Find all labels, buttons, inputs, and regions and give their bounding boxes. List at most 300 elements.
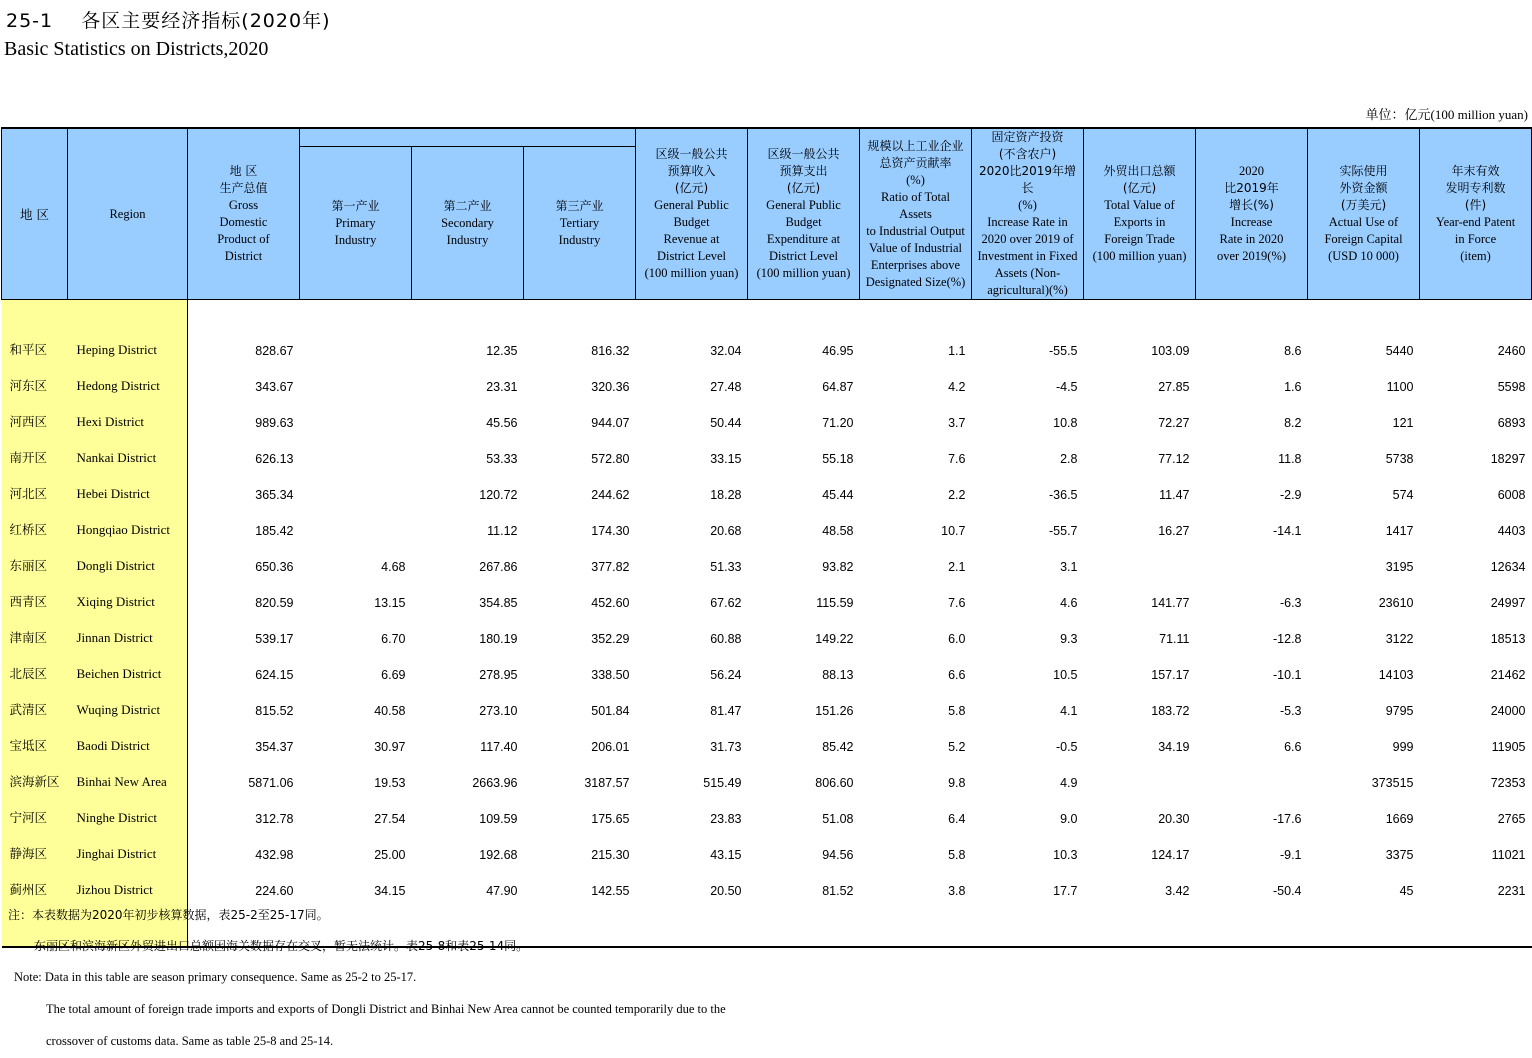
cell-fdi: 574 <box>1392 488 1414 502</box>
header-fixed-investment <box>972 128 1084 300</box>
header-line: 第三产业 <box>555 198 604 213</box>
cell-secondary: 267.86 <box>479 560 518 574</box>
cell-patent: 24000 <box>1490 704 1526 718</box>
header-line: 2020 over 2019 of <box>981 232 1074 246</box>
cell-fdi: 1669 <box>1385 812 1414 826</box>
cell-revenue: 50.44 <box>710 416 742 430</box>
cell-growth: -10.1 <box>1273 668 1302 682</box>
cell-gdp: 624.15 <box>255 668 294 682</box>
header-patents <box>1420 128 1532 300</box>
cell-expenditure: 55.18 <box>822 452 854 466</box>
cell-revenue: 20.68 <box>710 524 742 538</box>
cell-expenditure: 64.87 <box>822 380 854 394</box>
header-line: Increase <box>1230 215 1273 229</box>
cell-ratio: 1.1 <box>948 344 966 358</box>
cell-primary: 30.97 <box>374 740 406 754</box>
cell-tertiary: 174.30 <box>591 524 630 538</box>
table-row <box>2 578 1532 614</box>
header-revenue <box>636 128 748 300</box>
cell-exports: 157.17 <box>1151 668 1190 682</box>
cell-gdp: 989.63 <box>255 416 294 430</box>
cell-revenue: 515.49 <box>703 776 742 790</box>
cell-secondary: 117.40 <box>480 740 518 754</box>
cell-growth: -2.9 <box>1279 488 1302 502</box>
cell-gdp: 185.42 <box>255 524 294 538</box>
cell-secondary: 273.10 <box>479 704 518 718</box>
cell-expenditure: 51.08 <box>822 812 854 826</box>
cell-tertiary: 215.30 <box>591 848 630 862</box>
cell-primary: 34.15 <box>374 884 406 898</box>
district-name-zh: 滨海新区 <box>2 758 68 794</box>
header-line: over 2019(%) <box>1216 249 1287 263</box>
cell-patent: 11905 <box>1491 740 1526 754</box>
cell-fdi: 3195 <box>1385 560 1414 574</box>
header-tertiary <box>524 147 636 300</box>
header-line: 年末有效 <box>1451 164 1500 178</box>
cell-growth: -6.3 <box>1279 596 1302 610</box>
header-line: Industry <box>446 232 489 247</box>
cell-tertiary: 175.65 <box>591 812 630 826</box>
district-name-en: Jinnan District <box>68 614 188 650</box>
district-name-zh: 宝坻区 <box>2 722 68 758</box>
cell-exports: 3.42 <box>1165 884 1190 898</box>
cell-growth: -12.8 <box>1273 632 1302 646</box>
cell-fixed: 10.3 <box>1053 848 1078 862</box>
header-line: 比2019年 <box>1224 181 1279 195</box>
district-name-zh: 和平区 <box>2 326 68 362</box>
cell-expenditure: 806.60 <box>815 776 854 790</box>
cell-secondary: 47.90 <box>486 884 518 898</box>
district-name-en: Binhai New Area <box>68 758 188 794</box>
cell-fdi: 373515 <box>1371 776 1414 790</box>
header-line: Actual Use of <box>1328 215 1399 229</box>
header-fdi <box>1308 128 1420 300</box>
cell-fdi: 3122 <box>1385 632 1414 646</box>
header-primary <box>300 147 412 300</box>
cell-patent: 4403 <box>1497 524 1526 538</box>
header-line: (USD 10 000) <box>1328 249 1399 263</box>
district-name-en: Jinghai District <box>68 830 188 866</box>
cell-fixed: -36.5 <box>1049 488 1078 502</box>
cell-secondary: 192.68 <box>479 848 518 862</box>
cell-expenditure: 81.52 <box>822 884 854 898</box>
district-name-zh: 西青区 <box>2 578 68 614</box>
cell-secondary: 2663.96 <box>472 776 518 790</box>
cell-primary: 6.70 <box>381 632 406 646</box>
cell-exports: 103.09 <box>1151 344 1190 358</box>
cell-gdp: 539.17 <box>255 632 294 646</box>
cell-fixed: -55.7 <box>1049 524 1078 538</box>
cell-gdp: 432.98 <box>255 848 294 862</box>
header-line: 增长(%) <box>1229 198 1274 212</box>
cell-patent: 18513 <box>1490 632 1526 646</box>
district-name-en: Hedong District <box>68 362 188 398</box>
cell-gdp: 312.78 <box>255 812 294 826</box>
header-line: 规模以上工业企业 <box>867 138 964 153</box>
statistics-table <box>1 127 1532 948</box>
cell-fdi: 23610 <box>1378 596 1414 610</box>
cell-exports: 20.30 <box>1158 812 1190 826</box>
header-line: Increase Rate in <box>987 215 1068 229</box>
cell-ratio: 7.6 <box>948 596 966 610</box>
cell-tertiary: 944.07 <box>591 416 630 430</box>
district-name-en: Hongqiao District <box>68 506 188 542</box>
table-row <box>2 326 1532 362</box>
note-en-2: The total amount of foreign trade imports and exports of Dongli District and Binhai New Area cannot be counted temporarily due to the <box>46 1002 726 1016</box>
header-line: Budget <box>673 215 710 229</box>
cell-patent: 6008 <box>1497 488 1526 502</box>
cell-growth: -50.4 <box>1273 884 1302 898</box>
header-line: (亿元) <box>674 181 709 195</box>
header-line: 第二产业 <box>443 198 492 213</box>
header-line: Secondary <box>441 215 494 230</box>
cell-growth: 1.6 <box>1284 380 1302 394</box>
header-line: to Industrial Output <box>866 223 965 238</box>
cell-patent: 2765 <box>1497 812 1526 826</box>
district-name-en: Hexi District <box>68 398 188 434</box>
district-name-zh: 静海区 <box>2 830 68 866</box>
district-name-zh: 蓟州区 <box>2 866 68 902</box>
cell-fdi: 1417 <box>1385 524 1414 538</box>
cell-fixed: 10.5 <box>1053 668 1078 682</box>
cell-ratio: 10.7 <box>941 524 966 538</box>
cell-patent: 24997 <box>1490 596 1526 610</box>
cell-fdi: 5738 <box>1385 452 1414 466</box>
header-line: Assets (Non- <box>994 266 1061 280</box>
cell-exports: 124.17 <box>1151 848 1190 862</box>
header-line: Assets <box>899 206 932 221</box>
cell-patent: 2460 <box>1497 344 1526 358</box>
cell-revenue: 33.15 <box>710 452 742 466</box>
cell-fdi: 14103 <box>1378 668 1414 682</box>
cell-fdi: 9795 <box>1385 704 1414 718</box>
cell-growth <box>1196 542 1308 578</box>
cell-expenditure: 94.56 <box>822 848 854 862</box>
cell-exports: 71.11 <box>1159 632 1190 646</box>
cell-tertiary: 142.55 <box>591 884 630 898</box>
header-line: 发明专利数 <box>1445 181 1506 195</box>
district-name-zh: 河西区 <box>2 398 68 434</box>
header-line: Rate in 2020 <box>1219 232 1284 246</box>
header-line: 预算支出 <box>779 164 828 178</box>
header-line: (亿元) <box>1122 181 1157 195</box>
cell-ratio: 5.8 <box>948 848 966 862</box>
cell-tertiary: 244.62 <box>591 488 630 502</box>
cell-ratio: 2.2 <box>948 488 966 502</box>
header-line: (件) <box>1464 198 1487 212</box>
cell-ratio: 7.6 <box>948 452 966 466</box>
note-en-3: crossover of customs data. Same as table 25-8 and 25-14. <box>46 1034 334 1048</box>
cell-patent: 11021 <box>1491 848 1526 862</box>
header-line: Domestic <box>219 215 268 229</box>
note-zh-1: 注：本表数据为2020年初步核算数据，表25-2至25-17同。 <box>8 908 329 922</box>
header-line: 地 区 <box>229 164 258 178</box>
table-row <box>2 470 1532 506</box>
header-exports <box>1084 128 1196 300</box>
cell-growth: 8.2 <box>1284 416 1302 430</box>
table-row <box>2 722 1532 758</box>
cell-ratio: 3.8 <box>948 884 966 898</box>
cell-gdp: 224.60 <box>255 884 294 898</box>
cell-gdp: 5871.06 <box>248 776 294 790</box>
cell-patent: 12634 <box>1490 560 1526 574</box>
cell-exports: 72.27 <box>1158 416 1190 430</box>
district-name-en: Baodi District <box>68 722 188 758</box>
cell-gdp: 815.52 <box>255 704 294 718</box>
header-line: Value of Industrial <box>868 240 963 255</box>
cell-tertiary: 338.50 <box>591 668 630 682</box>
header-line: Foreign Trade <box>1104 232 1175 246</box>
cell-secondary: 11.12 <box>487 524 518 538</box>
cell-primary: 4.68 <box>381 560 406 574</box>
cell-revenue: 27.48 <box>710 380 742 394</box>
cell-revenue: 51.33 <box>710 560 742 574</box>
table-row <box>2 362 1532 398</box>
title-zh-text: 各区主要经济指标(2020年) <box>81 10 331 32</box>
cell-ratio: 6.6 <box>948 668 966 682</box>
cell-tertiary: 377.82 <box>591 560 630 574</box>
header-line: in Force <box>1454 232 1497 246</box>
cell-revenue: 18.28 <box>710 488 742 502</box>
cell-exports: 27.85 <box>1158 380 1190 394</box>
header-line: Exports in <box>1113 215 1166 229</box>
header-line: 外贸出口总额 <box>1103 164 1176 178</box>
header-line: Budget <box>785 215 822 229</box>
cell-patent: 21462 <box>1490 668 1526 682</box>
header-line: (亿元) <box>786 181 821 195</box>
cell-expenditure: 85.42 <box>822 740 854 754</box>
cell-ratio: 6.0 <box>948 632 966 646</box>
cell-revenue: 81.47 <box>710 704 742 718</box>
cell-expenditure: 88.13 <box>822 668 854 682</box>
district-name-zh: 南开区 <box>2 434 68 470</box>
header-asset-ratio <box>860 128 972 300</box>
cell-tertiary: 816.32 <box>591 344 630 358</box>
header-line: 实际使用 <box>1339 164 1388 178</box>
header-line: 2020比2019年增长 <box>978 164 1077 195</box>
cell-expenditure: 93.82 <box>822 560 854 574</box>
cell-tertiary: 206.01 <box>591 740 630 754</box>
cell-exports: 16.27 <box>1158 524 1190 538</box>
cell-fdi: 121 <box>1392 416 1414 430</box>
table-row <box>2 686 1532 722</box>
district-name-en: Hebei District <box>68 470 188 506</box>
cell-fixed: 10.8 <box>1053 416 1078 430</box>
district-name-zh: 津南区 <box>2 614 68 650</box>
header-region-zh: 地 区 <box>2 128 68 300</box>
page-title-en: Basic Statistics on Districts,2020 <box>4 38 269 60</box>
cell-fixed: 17.7 <box>1053 884 1078 898</box>
header-line: Expenditure at <box>766 232 841 246</box>
cell-growth: 8.6 <box>1284 344 1302 358</box>
cell-fixed: -55.5 <box>1049 344 1078 358</box>
district-name-zh: 武清区 <box>2 686 68 722</box>
table-row <box>2 758 1532 794</box>
district-name-en: Beichen District <box>68 650 188 686</box>
cell-primary: 6.69 <box>381 668 406 682</box>
note-zh-2: 东丽区和滨海新区外贸进出口总额因海关数据存在交叉，暂无法统计。表25-8和表25-14同。 <box>34 939 529 953</box>
cell-tertiary: 501.84 <box>591 704 630 718</box>
cell-fixed: 3.1 <box>1060 560 1078 574</box>
header-line: Designated Size(%) <box>865 274 966 289</box>
cell-growth: -9.1 <box>1279 848 1302 862</box>
table-row <box>2 542 1532 578</box>
cell-fixed: 4.1 <box>1060 704 1078 718</box>
cell-fixed: 4.6 <box>1060 596 1078 610</box>
cell-gdp: 354.37 <box>255 740 294 754</box>
cell-expenditure: 151.26 <box>815 704 854 718</box>
cell-expenditure: 71.20 <box>822 416 854 430</box>
cell-revenue: 20.50 <box>710 884 742 898</box>
header-line: 外资金额 <box>1339 181 1388 195</box>
header-line: Revenue at <box>663 232 720 246</box>
cell-fdi: 999 <box>1392 740 1414 754</box>
table-row <box>2 434 1532 470</box>
district-name-en: Nankai District <box>68 434 188 470</box>
cell-fixed: 2.8 <box>1060 452 1078 466</box>
header-growth <box>1196 128 1308 300</box>
cell-exports: 77.12 <box>1158 452 1190 466</box>
header-line: District Level <box>768 249 839 263</box>
header-line: 第一产业 <box>331 198 380 213</box>
cell-secondary: 53.33 <box>486 452 518 466</box>
district-name-zh: 东丽区 <box>2 542 68 578</box>
cell-revenue: 23.83 <box>710 812 742 826</box>
header-region-en: Region <box>68 128 188 300</box>
cell-tertiary: 320.36 <box>591 380 630 394</box>
header-line: (万美元) <box>1340 198 1387 212</box>
district-name-zh: 河北区 <box>2 470 68 506</box>
cell-patent: 2231 <box>1497 884 1526 898</box>
header-line: (%) <box>906 172 925 187</box>
table-number: 25-1 <box>6 10 54 32</box>
header-line: Industry <box>558 232 601 247</box>
cell-revenue: 67.62 <box>710 596 742 610</box>
cell-exports: 11.47 <box>1159 488 1190 502</box>
cell-fdi: 5440 <box>1385 344 1414 358</box>
cell-exports: 34.19 <box>1158 740 1190 754</box>
header-line: General Public <box>766 198 841 212</box>
cell-expenditure: 115.59 <box>816 596 854 610</box>
header-line: Gross <box>228 198 259 212</box>
header-line: Tertiary <box>559 215 600 230</box>
header-line: (100 million yuan) <box>1092 249 1187 263</box>
cell-primary: 25.00 <box>374 848 406 862</box>
header-industry-group <box>300 128 636 147</box>
cell-fixed: -0.5 <box>1055 740 1078 754</box>
cell-ratio: 5.2 <box>948 740 966 754</box>
cell-revenue: 31.73 <box>710 740 742 754</box>
cell-expenditure: 149.22 <box>815 632 854 646</box>
cell-primary <box>300 470 412 506</box>
cell-gdp: 343.67 <box>255 380 294 394</box>
table-row <box>2 506 1532 542</box>
cell-primary: 13.15 <box>374 596 406 610</box>
table-row <box>2 650 1532 686</box>
cell-primary <box>300 398 412 434</box>
cell-ratio: 3.7 <box>948 416 966 430</box>
cell-secondary: 12.35 <box>486 344 518 358</box>
header-line: Year-end Patent <box>1435 215 1516 229</box>
cell-growth: -14.1 <box>1273 524 1302 538</box>
cell-growth <box>1196 758 1308 794</box>
cell-expenditure: 48.58 <box>822 524 854 538</box>
cell-secondary: 120.72 <box>479 488 518 502</box>
cell-expenditure: 45.44 <box>822 488 854 502</box>
header-line: 预算收入 <box>667 164 716 178</box>
cell-patent: 72353 <box>1490 776 1526 790</box>
district-name-zh: 北辰区 <box>2 650 68 686</box>
table-row <box>2 830 1532 866</box>
cell-revenue: 56.24 <box>710 668 742 682</box>
cell-secondary: 23.31 <box>486 380 518 394</box>
header-secondary <box>412 147 524 300</box>
cell-gdp: 828.67 <box>255 344 294 358</box>
cell-primary <box>300 506 412 542</box>
header-line: (item) <box>1460 249 1491 263</box>
header-line: (不含农户) <box>998 147 1057 161</box>
cell-exports: 141.77 <box>1151 596 1190 610</box>
spacer-row <box>2 300 1532 327</box>
table-body <box>2 300 1532 948</box>
cell-expenditure: 46.95 <box>822 344 854 358</box>
cell-patent: 18297 <box>1490 452 1526 466</box>
header-line: 生产总值 <box>219 181 268 195</box>
header-line: District Level <box>656 249 727 263</box>
cell-fixed: 9.3 <box>1060 632 1078 646</box>
cell-ratio: 5.8 <box>948 704 966 718</box>
header-line: District <box>224 249 263 263</box>
cell-revenue: 43.15 <box>710 848 742 862</box>
header-line: 总资产贡献率 <box>879 155 952 170</box>
cell-revenue: 32.04 <box>710 344 742 358</box>
header-line: 区级一般公共 <box>767 147 840 161</box>
cell-primary <box>300 362 412 398</box>
cell-fdi: 3375 <box>1385 848 1414 862</box>
cell-secondary: 109.59 <box>479 812 518 826</box>
district-name-zh: 宁河区 <box>2 794 68 830</box>
header-line: General Public <box>654 198 729 212</box>
cell-growth: 6.6 <box>1284 740 1302 754</box>
cell-tertiary: 452.60 <box>591 596 630 610</box>
header-line: 区级一般公共 <box>655 147 728 161</box>
district-name-en: Dongli District <box>68 542 188 578</box>
cell-ratio: 4.2 <box>948 380 966 394</box>
cell-fixed: 9.0 <box>1060 812 1078 826</box>
cell-secondary: 278.95 <box>479 668 518 682</box>
header-line: Product of <box>217 232 270 246</box>
cell-secondary: 180.19 <box>479 632 518 646</box>
header-line: agricultural)(%) <box>987 283 1068 297</box>
header-line: (100 million yuan) <box>644 266 739 280</box>
table-row <box>2 866 1532 902</box>
district-name-en: Heping District <box>68 326 188 362</box>
cell-exports: 183.72 <box>1151 704 1190 718</box>
header-line: 2020 <box>1239 164 1264 178</box>
header-line: (100 million yuan) <box>756 266 851 280</box>
cell-patent: 5598 <box>1497 380 1526 394</box>
cell-patent: 6893 <box>1497 416 1526 430</box>
cell-ratio: 6.4 <box>948 812 966 826</box>
cell-primary <box>300 326 412 362</box>
cell-primary: 27.54 <box>374 812 406 826</box>
cell-secondary: 354.85 <box>479 596 518 610</box>
cell-growth: -17.6 <box>1273 812 1302 826</box>
cell-revenue: 60.88 <box>710 632 742 646</box>
cell-primary: 40.58 <box>374 704 406 718</box>
cell-primary <box>300 434 412 470</box>
cell-growth: 11.8 <box>1278 452 1302 466</box>
